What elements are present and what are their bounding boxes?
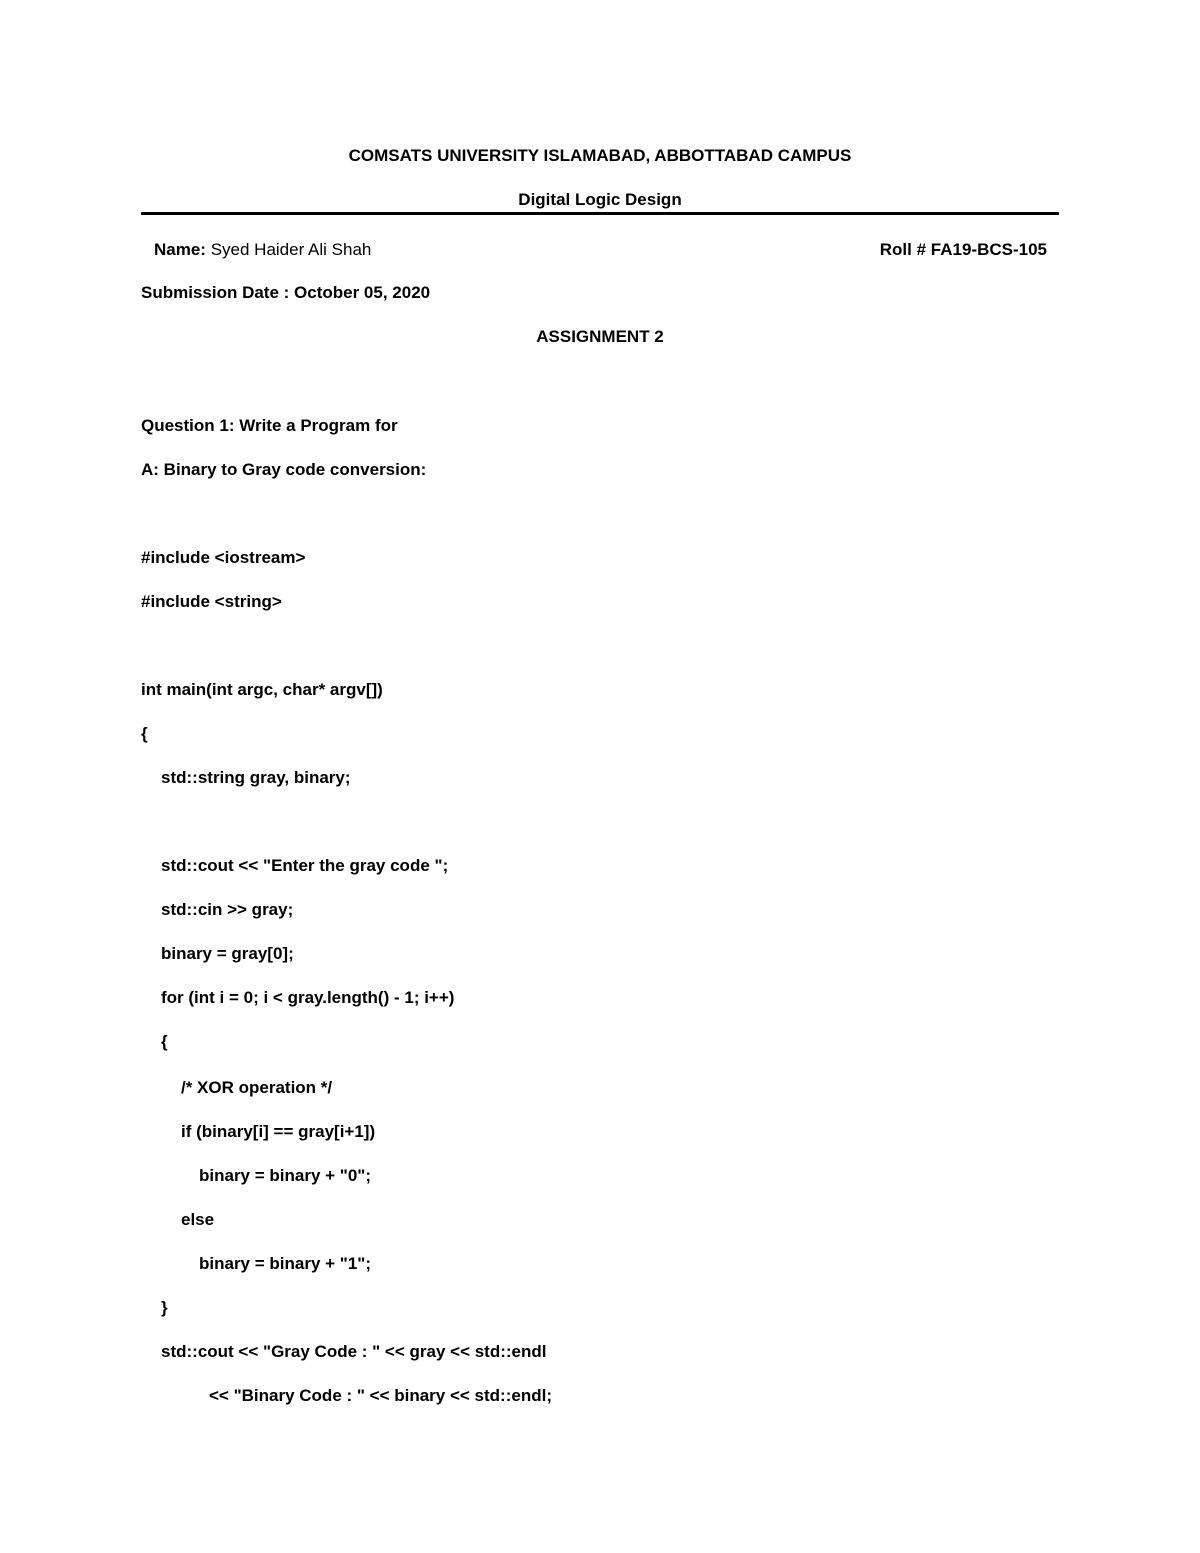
roll-number: Roll # FA19-BCS-105	[879, 240, 1047, 259]
code-line: binary = gray[0];	[161, 944, 294, 963]
code-line: #include <string>	[141, 592, 282, 611]
code-line: std::cout << "Gray Code : " << gray << std::endl	[161, 1342, 547, 1361]
code-line: {	[141, 724, 148, 743]
student-name-line	[154, 240, 371, 260]
code-line: std::cout << "Enter the gray code ";	[161, 856, 449, 875]
code-line: {	[161, 1032, 168, 1051]
code-line: for (int i = 0; i < gray.length() - 1; i++)	[161, 988, 455, 1007]
question-title: Question 1: Write a Program for	[141, 416, 398, 435]
code-line: << "Binary Code : " << binary << std::endl;	[209, 1386, 552, 1405]
course-title: Digital Logic Design	[518, 190, 682, 209]
code-line: }	[161, 1298, 168, 1317]
code-line: binary = binary + "1";	[199, 1254, 372, 1273]
code-line: #include <iostream>	[141, 548, 306, 567]
code-line: if (binary[i] == gray[i+1])	[181, 1122, 376, 1141]
submission-date: Submission Date : October 05, 2020	[141, 283, 431, 302]
code-line: int main(int argc, char* argv[])	[141, 680, 383, 699]
code-line: else	[181, 1210, 215, 1229]
assignment-title: ASSIGNMENT 2	[536, 327, 664, 346]
code-line: std::string gray, binary;	[161, 768, 351, 787]
university-heading: COMSATS UNIVERSITY ISLAMABAD, ABBOTTABAD CAMPUS	[348, 146, 852, 165]
name-label: Name:	[154, 240, 206, 259]
question-part-a: A: Binary to Gray code conversion:	[141, 460, 427, 479]
code-line: binary = binary + "0";	[199, 1166, 372, 1185]
code-line: std::cin >> gray;	[161, 900, 294, 919]
header-divider	[141, 212, 1059, 215]
code-line: /* XOR operation */	[181, 1078, 333, 1097]
name-value: Syed Haider Ali Shah	[210, 240, 372, 259]
